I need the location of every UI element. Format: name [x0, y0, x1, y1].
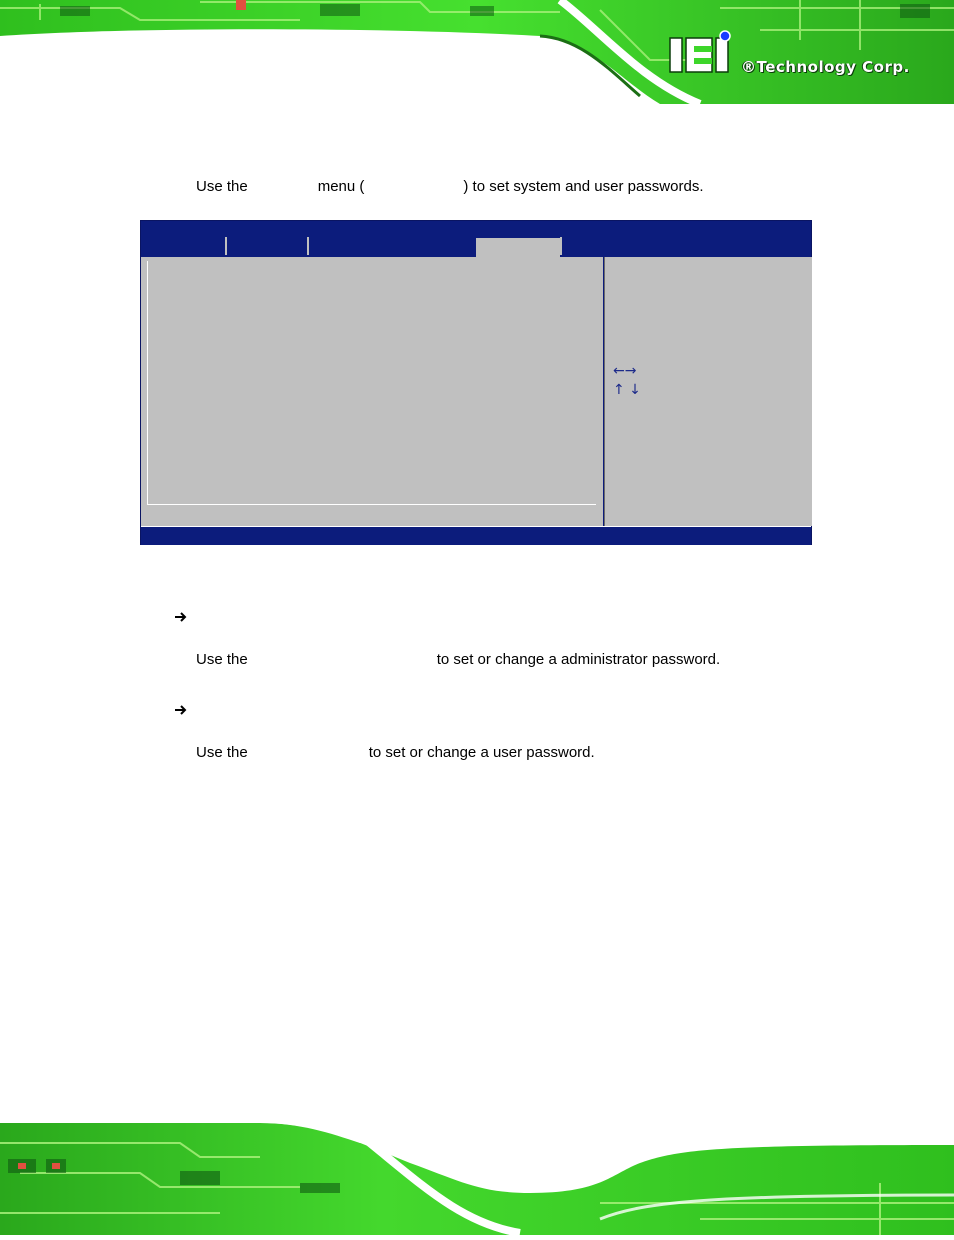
intro-text-1: Use the [196, 178, 248, 195]
circuit-board-header-graphic [0, 0, 954, 112]
item-1-prefix: Use the [196, 651, 248, 668]
intro-paragraph [196, 178, 704, 196]
company-name: ®Technology Corp. [741, 58, 910, 76]
arrow-right-icon [174, 611, 188, 623]
intro-text-2: menu ( [317, 178, 365, 195]
item-1-suffix: to set or change a administrator password. [436, 651, 721, 668]
up-down-arrows-icon: ↑ ↓ [613, 382, 641, 398]
bios-menu-bar [141, 221, 811, 257]
tab-separator [560, 237, 562, 255]
intro-text-3: ) to set system and user passwords. [463, 178, 704, 195]
bios-status-bar [141, 526, 811, 545]
header-banner [0, 0, 954, 112]
bios-screen [140, 220, 812, 545]
arrow-right-icon [174, 704, 188, 716]
item-2-prefix: Use the [196, 744, 248, 761]
circuit-board-footer-graphic [0, 1123, 954, 1235]
item-2-description [196, 744, 595, 762]
bios-settings-frame [147, 261, 596, 505]
left-right-arrows-icon: ←→ [613, 363, 637, 379]
tab-separator [307, 237, 309, 255]
item-1-description [196, 651, 720, 669]
item-2-suffix: to set or change a user password. [368, 744, 595, 761]
bios-help-panel [604, 257, 812, 526]
footer-banner [0, 1123, 954, 1235]
tab-security-active[interactable] [476, 238, 560, 258]
bios-settings-panel [141, 257, 603, 526]
tab-separator [225, 237, 227, 255]
iei-logo-icon [668, 30, 738, 74]
